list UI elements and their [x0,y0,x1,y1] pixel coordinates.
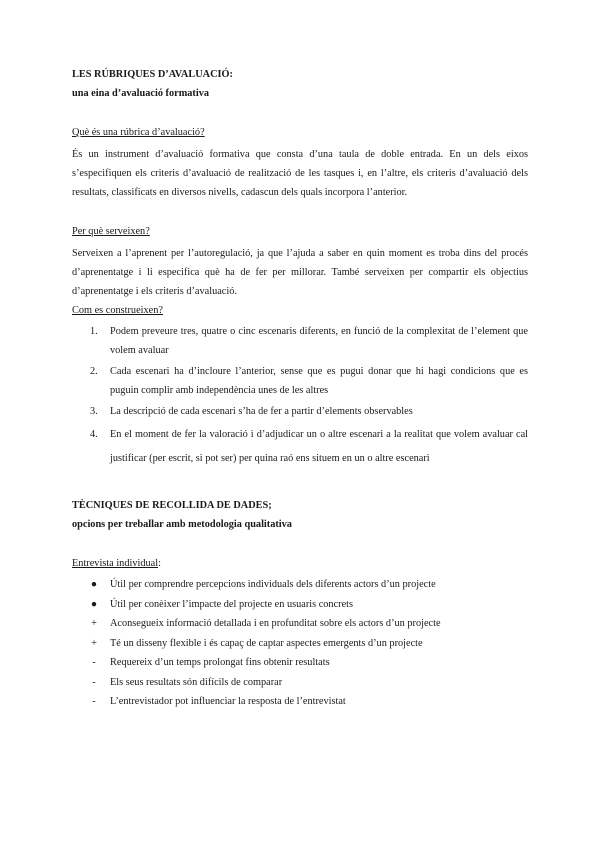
q1-heading: Què és una rúbrica d’avaluació? [72,127,205,138]
q2-paragraph: Serveixen a l’aprenent per l’autoregulació, ja que l’ajuda a saber en quin moment es troba dins del procés d’aprenentatge i li especifica què ha de fer per millorar. També serveixen per compartir els objectius d’aprenentatge i els criteris d’avaluació. [72,248,528,297]
bullet-marker: ● [90,579,98,590]
list-item [72,692,528,712]
tecniques-subtitle: opcions per treballar amb metodologia qualitativa [72,519,292,530]
list-item [72,423,528,471]
list-item-text: L’entrevistador pot influenciar la resposta de l’entrevistat [110,696,346,707]
interview-heading-text: Entrevista individual [72,558,159,569]
list-item [72,634,528,654]
list-item [72,362,528,400]
q2-heading: Per què serveixen? [72,226,150,237]
step-text: En el moment de fer la valoració i d’adjudicar un o altre escenari a la realitat que volem avaluar cal justificar (per escrit, si pot ser) per quina raó ens situem en un o altre escenari [110,429,528,464]
q3-heading: Com es construeixen? [72,305,163,316]
steps-list [72,322,528,471]
list-item-text: Útil per conèixer l’impacte del projecte en usuaris concrets [110,598,354,610]
step-number: 4. [90,429,98,440]
list-item-text: Els seus resultats són difícils de comparar [110,676,283,688]
step-number: 2. [90,366,98,377]
rubriques-subtitle: una eina d’avaluació formativa [72,88,210,99]
list-item [72,402,528,421]
list-item-text: Té un disseny flexible i és capaç de captar aspectes emergents d’un projecte [110,637,423,649]
tecniques-title: TÈCNIQUES DE RECOLLIDA DE DADES; [72,500,272,511]
step-text: La descripció de cada escenari s’ha de fer a partir d’elements observables [110,406,413,417]
minus-marker: - [92,696,96,707]
list-item [72,595,528,615]
interview-heading [72,558,161,569]
bullet-marker: ● [90,598,98,610]
list-item-text: Útil per comprendre percepcions individuals dels diferents actors d’un projecte [110,579,436,590]
list-item [72,673,528,693]
minus-marker: - [92,676,96,688]
step-number: 3. [90,406,98,417]
list-item [72,322,528,360]
plus-marker: + [91,618,97,629]
list-item [72,614,528,634]
q1-paragraph: És un instrument d’avaluació formativa que consta d’una taula de doble entrada. En un dels eixos s’especifiquen els criteris d’avaluació de realització de les tasques i, en l’altre, els criteris d’avaluació dels resultats, classificats en diversos nivells, cadascun dels quals incorpora l’anterior. [72,149,528,198]
minus-marker: - [92,657,96,668]
step-number: 1. [90,326,98,337]
interview-list [72,575,528,712]
interview-heading-colon: : [158,558,161,569]
list-item [72,575,528,595]
rubriques-title: LES RÚBRIQUES D’AVALUACIÓ: [72,69,233,80]
step-text: Cada escenari ha d’incloure l’anterior, sense que es pugui donar que hi hagi condicions que es puguin complir amb independència unes de les altres [110,366,528,396]
list-item [72,653,528,673]
list-item-text: Aconsegueix informació detallada i en profunditat sobre els actors d’un projecte [110,618,441,629]
step-text: Podem preveure tres, quatre o cinc escenaris diferents, en funció de la complexitat de l’element que volem avaluar [110,326,528,356]
list-item-text: Requereix d’un temps prolongat fins obtenir resultats [110,657,330,668]
plus-marker: + [91,637,97,649]
